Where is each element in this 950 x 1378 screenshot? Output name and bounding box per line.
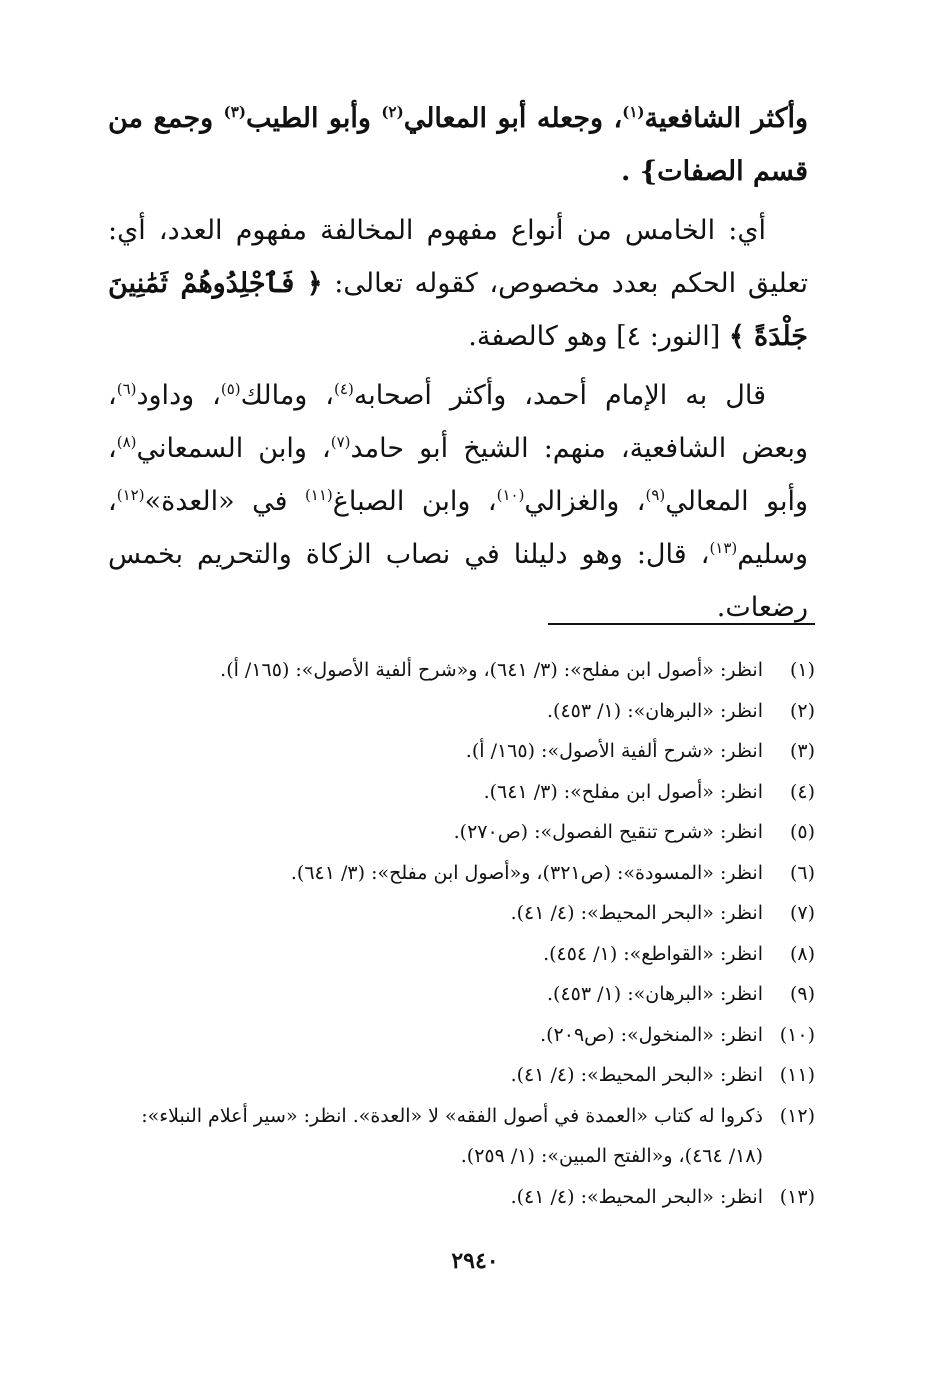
footnote-number: (٨) <box>789 942 815 965</box>
footnote-ref[interactable]: (٩) <box>645 486 666 504</box>
footnote-number: (١٣) <box>779 1185 815 1208</box>
footnote <box>108 691 815 732</box>
text-run: وجمع من قسم الصفات} . <box>108 103 808 187</box>
text-run: ، ومالك <box>240 380 335 411</box>
footnote-number: (٣) <box>789 740 815 762</box>
quran-verse: ﴿ فَٱجْلِدُوهُمْ ثَمَٰنِينَ جَلْدَةً ﴾ <box>108 268 808 352</box>
footnote-text: انظر: «المسودة»: (ص٣٢١)، و«أصول ابن مفلح»: (٣/ ٦٤١). <box>290 861 763 884</box>
footnote-ref[interactable]: (٤) <box>334 380 354 398</box>
page-number: ٢٩٤٠ <box>451 1248 499 1274</box>
text-run: ، وبعض الشافعية، منهم: الشيخ أبو حامد <box>108 380 808 464</box>
footnote-ref[interactable]: (١٣) <box>709 539 738 557</box>
footnote-ref[interactable]: (١٢) <box>116 486 145 504</box>
footnote-text: انظر: «البحر المحيط»: (٤/ ٤١). <box>510 1185 763 1208</box>
footnote <box>108 1177 815 1218</box>
footnote <box>108 812 815 853</box>
footnote-continuation: (١٨/ ٤٦٤)، و«الفتح المبين»: (١/ ٢٥٩). <box>460 1145 763 1167</box>
footnote-ref[interactable]: (٦) <box>116 380 137 398</box>
footnote-text: انظر: «البحر المحيط»: (٤/ ٤١). <box>510 902 763 924</box>
footnote-ref[interactable]: (١١) <box>304 486 333 504</box>
paragraph-1 <box>108 92 808 198</box>
footnote <box>108 772 815 813</box>
footnote-number: (٢) <box>789 699 815 722</box>
text-run: ، وجعله أبو المعالي <box>403 103 623 134</box>
footnote-text: انظر: «البرهان»: (١/ ٤٥٣). <box>547 983 763 1005</box>
footnote-number: (٤) <box>789 780 815 803</box>
footnote-number: (٥) <box>789 821 815 843</box>
footnote-ref[interactable]: (٢) <box>381 103 404 121</box>
text-run: ، وأبو المعالي <box>108 433 809 517</box>
text-run: ، قال: وهو دليلنا في نصاب الزكاة والتحريم بخمس رضعات. <box>108 539 808 623</box>
text-run: وأكثر الشافعية <box>644 103 809 134</box>
text-run: وأبو الطيب <box>245 103 382 134</box>
footnote <box>108 650 815 691</box>
footnote-ref[interactable]: (٣) <box>223 103 246 121</box>
footnote-number: (١٠) <box>779 1023 815 1046</box>
footnote <box>108 853 815 894</box>
text-run: في «العدة» <box>144 486 305 517</box>
footnote-ref[interactable]: (١) <box>622 103 645 121</box>
paragraph-2 <box>108 204 808 363</box>
footnote-text: انظر: «أصول ابن مفلح»: (٣/ ٦٤١)، و«شرح ألفية الأصول»: (١٦٥/ أ). <box>220 659 763 681</box>
footnote-ref[interactable]: (١٠) <box>496 486 525 504</box>
footnote-text: انظر: «أصول ابن مفلح»: (٣/ ٦٤١). <box>483 780 763 803</box>
footnote <box>108 893 815 934</box>
footnote <box>108 1015 815 1056</box>
footnote-text: انظر: «شرح تنقيح الفصول»: (ص٢٧٠). <box>453 821 763 843</box>
text-run: أي: الخامس من أنواع مفهوم المخالفة مفهوم العدد، أي: تعليق الحكم بعدد مخصوص، كقوله تعالى: <box>108 215 808 299</box>
footnote-ref[interactable]: (٥) <box>220 380 241 398</box>
footnotes <box>108 650 815 1217</box>
main-text <box>108 92 808 640</box>
footnote-number: (١١) <box>779 1064 815 1086</box>
footnote-number: (٦) <box>789 861 815 884</box>
footnote-text: ذكروا له كتاب «العمدة في أصول الفقه» لا «العدة». انظر: «سير أعلام النبلاء»: <box>141 1104 763 1127</box>
footnote <box>108 731 815 772</box>
text-run: ، والغزالي <box>524 486 646 517</box>
footnote <box>108 1096 815 1137</box>
footnote-text: انظر: «البرهان»: (١/ ٤٥٣). <box>547 699 763 722</box>
text-run: ، وداود <box>136 380 221 411</box>
text-run: ، وسليم <box>108 486 808 570</box>
footnote-text: انظر: «البحر المحيط»: (٤/ ٤١). <box>510 1064 763 1086</box>
text-run: ، وابن الصباغ <box>332 486 497 517</box>
footnote-text: انظر: «القواطع»: (١/ ٤٥٤). <box>543 942 763 965</box>
footnote-number: (٧) <box>789 902 815 924</box>
footnote-number: (٩) <box>789 983 815 1005</box>
footnote <box>108 974 815 1015</box>
paragraph-3 <box>108 369 808 634</box>
footnote <box>108 934 815 975</box>
text-run: قال به الإمام أحمد، وأكثر أصحابه <box>353 380 766 411</box>
footnote-text: انظر: «المنخول»: (ص٢٠٩). <box>540 1023 763 1046</box>
text-run: ، وابن السمعاني <box>136 433 331 464</box>
footnote-number: (١) <box>789 659 815 681</box>
footnote-divider <box>548 623 815 625</box>
footnote-ref[interactable]: (٧) <box>330 433 351 451</box>
footnote-number: (١٢) <box>779 1104 815 1127</box>
footnote <box>108 1055 815 1096</box>
footnote-text: انظر: «شرح ألفية الأصول»: (١٦٥/ أ). <box>465 740 763 762</box>
text-run: [النور: ٤] وهو كالصفة. <box>468 321 729 352</box>
footnote-ref[interactable]: (٨) <box>116 433 137 451</box>
